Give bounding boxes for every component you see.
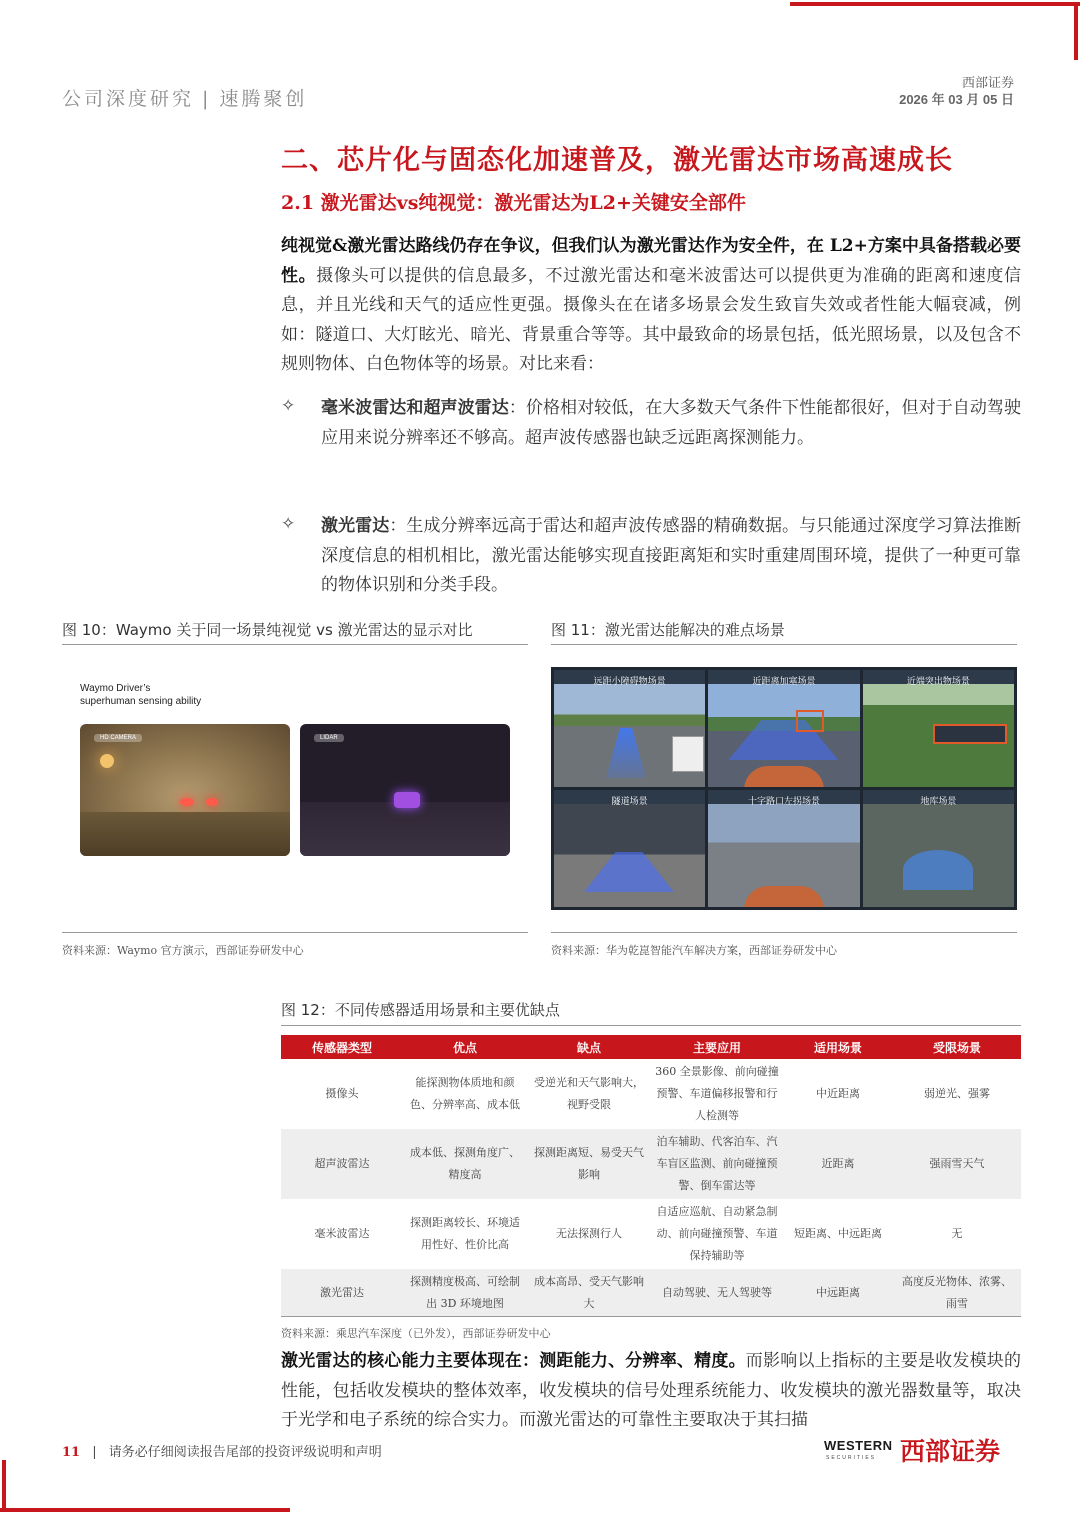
- page-footer: [62, 1441, 662, 1460]
- bottom-red-line-vertical: [2, 1460, 6, 1512]
- table-cell: 弱逆光、强雾: [924, 1087, 990, 1100]
- tail-light-icon: [206, 798, 218, 806]
- scene-label: 近端突出物场景: [906, 677, 970, 687]
- bullet-bold: 激光雷达: [321, 516, 390, 536]
- scene-label: 隧道场景: [611, 797, 648, 807]
- table-cell: 探测距离短、易受天气影响: [527, 1129, 651, 1199]
- table-cell: 中远距离: [783, 1269, 893, 1317]
- table-row: [281, 1199, 1021, 1269]
- fig11-image: [551, 667, 1017, 910]
- table-cell: 近距离: [783, 1129, 893, 1199]
- road-surface: [80, 812, 290, 856]
- header-separator: |: [202, 88, 212, 110]
- fig11-caption-rule: [551, 644, 1017, 645]
- bullet-item: [321, 512, 1021, 601]
- scene-label: 地库场景: [920, 797, 957, 807]
- table-cell: 激光雷达: [281, 1269, 403, 1317]
- intro-text: 摄像头可以提供的信息最多，不过激光雷达和毫米波雷达可以提供更为准确的距离和速度信息，并且光线和天气的适应性更强。摄像头在在诸多场景会发生致盲失效或者性能大幅衰减，例如：隧道口、大灯眩光、暗光、背景重合等等。其中最致命的场景包括，低光照场景，以及包含不规则物体、白色物体等的场景。对比来看：: [281, 265, 1022, 374]
- camera-view-panel: [80, 724, 290, 856]
- report-date: 2026 年 03 月 05 日: [899, 92, 1014, 107]
- footer-separator: |: [92, 1445, 97, 1460]
- intro-paragraph: [281, 232, 1021, 380]
- table-header-cell: 主要应用: [651, 1035, 783, 1059]
- outro-text: 而影响以上指标的主要是收发模块的性能，包括收发模块的整体效率，收发模块的信号处理系统能力、收发模块的激光器数量等，取决于光学和电子系统的综合实力。而激光雷达的可靠性主要取决于其扫描: [281, 1351, 1022, 1430]
- outro-bold: 激光雷达的核心能力主要体现在：测距能力、分辨率、精度。: [281, 1351, 746, 1371]
- sensor-comparison-table: [281, 1035, 1021, 1317]
- tail-light-icon: [180, 798, 194, 806]
- table-cell: 自动驾驶、无人驾驶等: [651, 1269, 783, 1317]
- report-type: 公司深度研究: [62, 88, 195, 110]
- scene-label: 近距离加塞场景: [752, 677, 816, 687]
- section-title: 二、芯片化与固态化加速普及，激光雷达市场高速成长: [281, 145, 953, 176]
- bullet-marker: ✧: [281, 396, 296, 416]
- western-securities-logo: [824, 1434, 1024, 1474]
- section-subtitle: 2.1 激光雷达vs纯视觉：激光雷达为L2+关键安全部件: [281, 192, 746, 214]
- lidar-beam-icon: [606, 728, 646, 778]
- fig12-caption-rule: [281, 1025, 1021, 1026]
- lidar-beam-icon: [903, 850, 973, 890]
- table-header-row: [281, 1035, 1021, 1059]
- table-header-cell: 优点: [403, 1035, 527, 1059]
- table-cell: 短距离、中远距离: [794, 1227, 882, 1240]
- table-header-cell: 受限场景: [893, 1035, 1021, 1059]
- lidar-vehicle-icon: [394, 792, 420, 808]
- detection-box-icon: [933, 724, 1007, 744]
- table-row: [281, 1129, 1021, 1199]
- table-cell: 自适应巡航、自动紧急制动、前向碰撞预警、车道保持辅助等: [656, 1205, 778, 1262]
- table-cell: 毫米波雷达: [314, 1227, 370, 1240]
- table-cell: 探测距离较长、环境适用性好、性价比高: [410, 1216, 520, 1251]
- table-cell: 能探测物体质地和颜色、分辨率高、成本低: [410, 1076, 520, 1111]
- lidar-view-panel: [300, 724, 510, 856]
- fig10-bottom-rule: [62, 932, 528, 933]
- scene-grid: [554, 670, 1014, 907]
- company-name: 速腾聚创: [219, 88, 308, 110]
- fig10-title-line1: Waymo Driver’s: [80, 683, 151, 694]
- bottom-red-line: [0, 1508, 290, 1512]
- table-header-cell: 缺点: [527, 1035, 651, 1059]
- camera-label: HD CAMERA: [94, 734, 142, 742]
- scene-tile: [863, 670, 1014, 787]
- table-cell: 成本高昂、受天气影响大: [527, 1269, 651, 1317]
- fig12-source: 资料来源：乘思汽车深度（已外发），西部证券研发中心: [281, 1327, 551, 1340]
- table-cell: 360 全景影像、前向碰撞预警、车道偏移报警和行人检测等: [655, 1065, 779, 1122]
- ego-car-hood-icon: [744, 886, 824, 907]
- logo-english: WESTERN: [824, 1438, 893, 1453]
- bullet-item: [321, 394, 1021, 453]
- ego-car-hood-icon: [744, 766, 824, 787]
- table-header-cell: 适用场景: [783, 1035, 893, 1059]
- fig10-caption: 图 10：Waymo 关于同一场景纯视觉 vs 激光雷达的显示对比: [62, 621, 473, 639]
- outro-paragraph: [281, 1347, 1021, 1436]
- truck-icon: [672, 736, 704, 772]
- scene-tile: [554, 670, 705, 787]
- bullet-text: ：生成分辨率远高于雷达和超声波传感器的精确数据。与只能通过深度学习算法推断深度信息的相机相比，激光雷达能够实现直接距离矩和实时重建周围环境，提供了一种更可靠的物体识别和分类手段。: [321, 516, 1022, 595]
- logo-chinese: 西部证券: [900, 1437, 1001, 1466]
- fig10-source: 资料来源：Waymo 官方演示，西部证券研发中心: [62, 944, 304, 957]
- table-cell: 无: [951, 1227, 963, 1240]
- table-header-cell: 传感器类型: [281, 1035, 403, 1059]
- sensor-table: [281, 1035, 1021, 1317]
- fig11-source: 资料来源：华为乾崑智能汽车解决方案，西部证券研发中心: [551, 944, 837, 957]
- scene-tile: [554, 790, 705, 907]
- fig10-image: [62, 660, 528, 930]
- fig12-caption: 图 12：不同传感器适用场景和主要优缺点: [281, 1001, 560, 1019]
- lidar-beam-icon: [584, 852, 674, 892]
- detection-box-icon: [796, 710, 824, 732]
- scene-tile: [708, 790, 859, 907]
- fig10-title: [80, 682, 201, 708]
- table-cell: 成本低、探测角度广、精度高: [403, 1129, 527, 1199]
- street-light-icon: [100, 754, 114, 768]
- table-cell: 无法探测行人: [556, 1227, 622, 1240]
- bullet-bold: 毫米波雷达和超声波雷达: [321, 398, 509, 418]
- table-cell: 摄像头: [325, 1087, 359, 1100]
- fig11-caption: 图 11：激光雷达能解决的难点场景: [551, 621, 785, 639]
- scene-tile: [708, 670, 859, 787]
- report-header: [62, 84, 307, 111]
- top-red-line-vertical: [1074, 2, 1078, 60]
- bullet-marker: ✧: [281, 514, 296, 534]
- table-cell: 受逆光和天气影响大，视野受限: [534, 1076, 644, 1111]
- table-row: [281, 1269, 1021, 1317]
- table-cell: 高度反光物体、浓雾、雨雪: [893, 1269, 1021, 1317]
- intro-bold: 纯视觉&激光雷达路线仍存在争议，但我们认为激光雷达作为安全件，在 L2+方案中具备搭载必要性。: [281, 236, 1021, 286]
- footer-disclaimer: 请务必仔细阅读报告尾部的投资评级说明和声明: [108, 1445, 382, 1460]
- fig10-caption-rule: [62, 644, 528, 645]
- scene-label: 远距小障碍物场景: [593, 677, 666, 687]
- scene-label: 十字路口左拐场景: [747, 797, 820, 807]
- table-cell: 超声波雷达: [281, 1129, 403, 1199]
- lidar-label: LIDAR: [314, 734, 344, 742]
- road-surface: [300, 802, 510, 856]
- scene-tile: [863, 790, 1014, 907]
- fig11-bottom-rule: [551, 932, 1017, 933]
- table-cell: 泊车辅助、代客泊车、汽车盲区监测、前向碰撞预警、倒车雷达等: [651, 1129, 783, 1199]
- table-cell: 探测精度极高、可绘制出 3D 环境地图: [403, 1269, 527, 1317]
- bullet-text: ：价格相对较低，在大多数天气条件下性能都很好，但对于自动驾驶应用来说分辨率还不够高。超声波传感器也缺乏远距离探测能力。: [321, 398, 1022, 448]
- fig10-title-line2: superhuman sensing ability: [80, 696, 202, 707]
- fig12-bottom-rule: [281, 1316, 1021, 1317]
- broker-name: 西部证券: [961, 75, 1014, 90]
- table-cell: 强雨雪天气: [893, 1129, 1021, 1199]
- logo-english-sub: SECURITIES: [826, 1455, 877, 1461]
- top-red-line: [790, 2, 1080, 6]
- table-row: [281, 1059, 1021, 1129]
- table-cell: 中近距离: [816, 1087, 860, 1100]
- header-right: [899, 74, 1014, 108]
- page-number: 11: [62, 1445, 81, 1460]
